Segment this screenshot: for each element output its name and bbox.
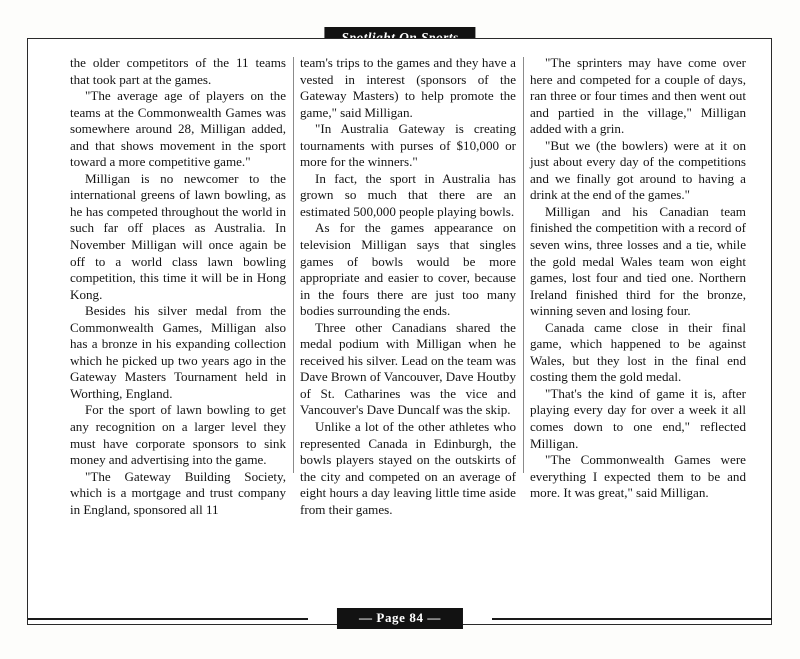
paragraph: "But we (the bowlers) were at it on just about every day of the competitions and we finally got around to having a drink at the end of the games."	[530, 137, 746, 203]
paragraph: the older competitors of the 11 teams that took part at the games.	[70, 55, 286, 87]
column-rule-1	[286, 55, 300, 555]
footer-rule-right	[492, 618, 772, 620]
article-column-1	[70, 55, 286, 555]
paragraph: team's trips to the games and they have a vested in interest (sponsors of the Gateway Masters) to help promote the game," said Milligan.	[300, 55, 516, 120]
paragraph: "The average age of players on the teams at the Commonwealth Games was somewhere around 28, Milligan added, and that shows movement in the sport toward a more competitive game."	[70, 88, 286, 170]
article-columns	[70, 55, 746, 555]
column-rule-2	[516, 55, 530, 555]
article-column-3	[530, 55, 746, 555]
paragraph: "The sprinters may have come over here and competed for a couple of days, ran three or four times and then went out and partied in the village," Milligan added with a grin.	[530, 55, 746, 137]
paragraph: As for the games appearance on television Milligan says that singles games of bowls would be more appropriate and easier to cover, because in the fours there are just too many bodies surrounding the ends.	[300, 220, 516, 319]
page-footer	[0, 608, 800, 630]
paragraph: "The Commonwealth Games were everything I expected them to be and more. It was great," said Milligan.	[530, 452, 746, 501]
paragraph: "In Australia Gateway is creating tournaments with purses of $10,000 or more for the winners."	[300, 121, 516, 170]
paragraph: Milligan is no newcomer to the international greens of lawn bowling, as he has competed throughout the world in such far off places as Australia. In November Milligan will once again be off to a world class lawn bowling competition, this time it will be in Hong Kong.	[70, 170, 286, 302]
page-number: — Page 84 —	[337, 608, 463, 629]
paragraph: Canada came close in their final game, which happened to be against Wales, but they lost in the final end costing them the gold medal.	[530, 319, 746, 385]
paragraph: In fact, the sport in Australia has grown so much that there are an estimated 500,000 people playing bowls.	[300, 170, 516, 219]
paragraph: Milligan and his Canadian team finished the competition with a record of seven wins, three losses and a tie, while the gold medal Wales team won eight games, lost four and tied one. Northern Ireland finished third for the bronze, winning seven and losing four.	[530, 203, 746, 319]
paragraph: Three other Canadians shared the medal podium with Milligan when he received his silver. Lead on the team was Dave Brown of Vancouver, Dave Houtby of St. Catharines was the vice and Vancouver's Dave Duncalf was the skip.	[300, 319, 516, 418]
paragraph: Unlike a lot of the other athletes who represented Canada in Edinburgh, the bowls players stayed on the outskirts of the city and competed on an average of eight hours a day leaving little time aside from their games.	[300, 419, 516, 517]
footer-rule-left	[28, 618, 308, 620]
article-column-2	[300, 55, 516, 555]
paragraph: Besides his silver medal from the Commonwealth Games, Milligan also has a bronze in his expanding collection which he picked up two years ago in the Gateway Masters Tournament held in Worthing, England.	[70, 303, 286, 401]
paragraph: For the sport of lawn bowling to get any recognition on a larger level they must have corporate sponsors to sink money and advertising into the game.	[70, 402, 286, 468]
paragraph: "That's the kind of game it is, after playing every day for over a week it all comes down to one end," reflected Milligan.	[530, 385, 746, 451]
paragraph: "The Gateway Building Society, which is a mortgage and trust company in England, sponsored all 11	[70, 468, 286, 517]
